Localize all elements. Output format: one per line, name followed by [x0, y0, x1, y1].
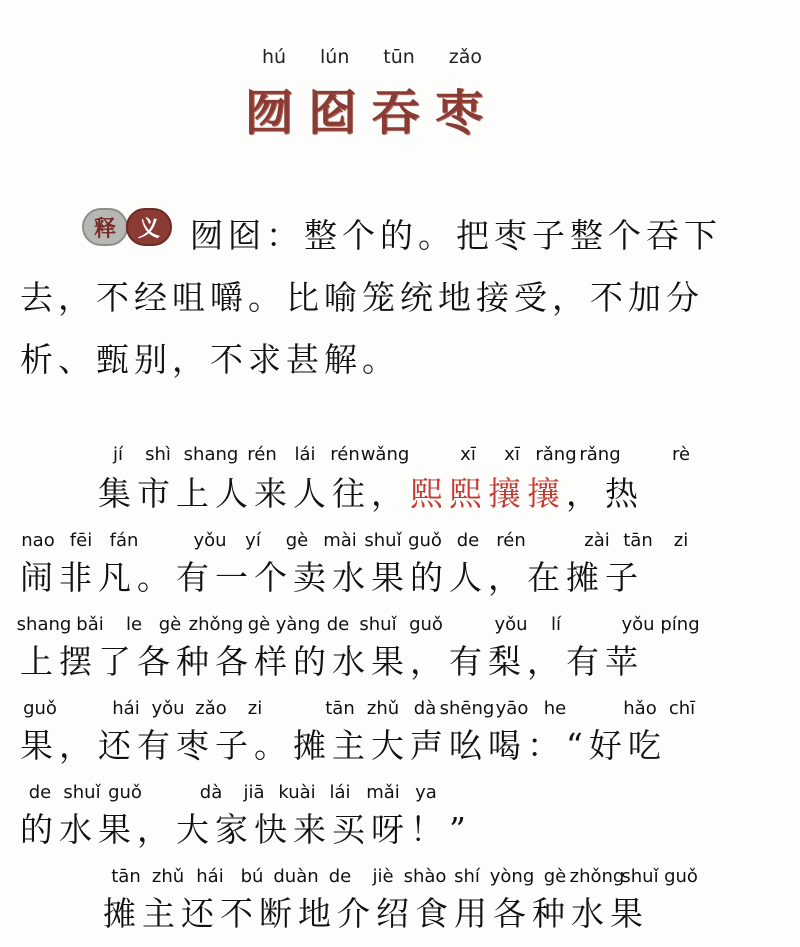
pinyin: zhǔ [366, 698, 400, 719]
title-char-3: 吞 [371, 85, 422, 141]
pinyin: fēi [69, 530, 93, 551]
pinyin: rè [671, 444, 691, 465]
pinyin: kuài [278, 782, 316, 803]
story-line-2: 闹非凡。有一个卖水果的人，在摊子 [20, 558, 644, 597]
pinyin: yǒu [193, 530, 227, 551]
story-line-4: 果，还有枣子。摊主大声吆喝：“好吃 [20, 726, 667, 765]
pinyin-row-4 [0, 698, 800, 722]
title-char-2: 囵 [308, 85, 359, 141]
pinyin: yàng [275, 614, 321, 635]
title-char-4: 枣 [434, 85, 485, 141]
pinyin-row-1 [0, 444, 800, 468]
pinyin: jiā [243, 782, 265, 803]
pinyin: jiè [372, 866, 394, 887]
pinyin: rǎng [535, 444, 577, 465]
pinyin: shuǐ [359, 614, 397, 635]
pinyin: duàn [273, 866, 319, 887]
pinyin: yǒu [494, 614, 528, 635]
pinyin: shang [16, 614, 72, 635]
title-pinyin-1: hú [262, 46, 287, 68]
pinyin: zi [673, 530, 689, 551]
pinyin: lái [329, 782, 351, 803]
pinyin: yǒu [151, 698, 185, 719]
explanation-line-1: 囫囵：整个的。把枣子整个吞下 [190, 216, 722, 255]
pinyin: tān [111, 866, 141, 887]
highlight-word: 熙熙攘攘 [410, 474, 566, 513]
pinyin: lí [550, 614, 562, 635]
pinyin: zǎo [195, 698, 227, 719]
pinyin: shuǐ [364, 530, 402, 551]
pinyin: de [28, 782, 52, 803]
pinyin: de [456, 530, 480, 551]
pinyin: ya [415, 782, 437, 803]
pinyin: fán [109, 530, 139, 551]
title-char-1: 囫 [245, 85, 296, 141]
pinyin: yòng [489, 866, 535, 887]
pinyin: mǎi [366, 782, 400, 803]
pinyin: hái [196, 866, 224, 887]
pinyin: gè [543, 866, 567, 887]
pinyin: yí [245, 530, 261, 551]
badge-char-2: 义 [126, 208, 172, 246]
pinyin: wǎng [360, 444, 410, 465]
pinyin: shang [183, 444, 239, 465]
pinyin: nao [21, 530, 55, 551]
pinyin: guǒ [408, 530, 442, 551]
pinyin: le [125, 614, 143, 635]
pinyin: shì [145, 444, 171, 465]
pinyin: tān [325, 698, 355, 719]
pinyin: zài [584, 530, 610, 551]
explanation-badge [82, 208, 180, 246]
pinyin: tān [623, 530, 653, 551]
pinyin: zi [247, 698, 263, 719]
page-title [245, 74, 485, 143]
pinyin: hái [112, 698, 140, 719]
pinyin: píng [660, 614, 700, 635]
pinyin: bǎi [76, 614, 104, 635]
pinyin: he [543, 698, 567, 719]
pinyin: rǎng [579, 444, 621, 465]
title-pinyin-3: tūn [383, 46, 415, 68]
pinyin: yǒu [621, 614, 655, 635]
story-line-6: 摊主还不断地介绍食用各种水果 [103, 894, 649, 933]
pinyin: dà [413, 698, 437, 719]
pinyin: xī [460, 444, 476, 465]
pinyin: gè [285, 530, 309, 551]
pinyin: gè [247, 614, 271, 635]
pinyin: shuǐ [63, 782, 101, 803]
pinyin: dà [199, 782, 223, 803]
pinyin: gè [158, 614, 182, 635]
title-pinyin-2: lún [320, 46, 350, 68]
pinyin: bú [240, 866, 264, 887]
pinyin: de [326, 614, 350, 635]
pinyin: shí [454, 866, 480, 887]
title-pinyin-4: zǎo [448, 46, 482, 68]
pinyin: shào [403, 866, 447, 887]
pinyin: xī [504, 444, 520, 465]
explanation-line-3: 析、甄别，不求甚解。 [20, 340, 400, 379]
pinyin-row-5 [0, 782, 800, 806]
pinyin: guǒ [409, 614, 443, 635]
story-line-5: 的水果，大家快来买呀！” [20, 810, 472, 849]
pinyin: guǒ [108, 782, 142, 803]
pinyin-row-3 [0, 614, 800, 638]
pinyin: yāo [495, 698, 529, 719]
pinyin: mài [323, 530, 357, 551]
badge-char-1: 释 [82, 208, 128, 246]
pinyin-row-6 [0, 866, 800, 890]
story-line-1 [98, 468, 644, 515]
pinyin: guǒ [664, 866, 698, 887]
story-text: 集市上人来人往， [98, 474, 410, 513]
pinyin: hǎo [623, 698, 657, 719]
pinyin: rén [496, 530, 526, 551]
pinyin: zhǔ [151, 866, 185, 887]
pinyin: guǒ [23, 698, 57, 719]
pinyin: chī [668, 698, 696, 719]
pinyin: jí [112, 444, 124, 465]
pinyin: rén [247, 444, 277, 465]
story-line-3: 上摆了各种各样的水果，有梨，有苹 [20, 642, 644, 681]
pinyin: lái [294, 444, 316, 465]
pinyin: zhǒng [188, 614, 244, 635]
pinyin: shuǐ [621, 866, 659, 887]
pinyin: rén [330, 444, 360, 465]
pinyin: de [328, 866, 352, 887]
story-text: ，热 [566, 474, 644, 513]
explanation-line-2: 去，不经咀嚼。比喻笼统地接受，不加分 [20, 278, 704, 317]
pinyin: shēng [439, 698, 495, 719]
title-pinyin [262, 46, 482, 68]
pinyin-row-2 [0, 530, 800, 554]
pinyin: zhǒng [569, 866, 625, 887]
